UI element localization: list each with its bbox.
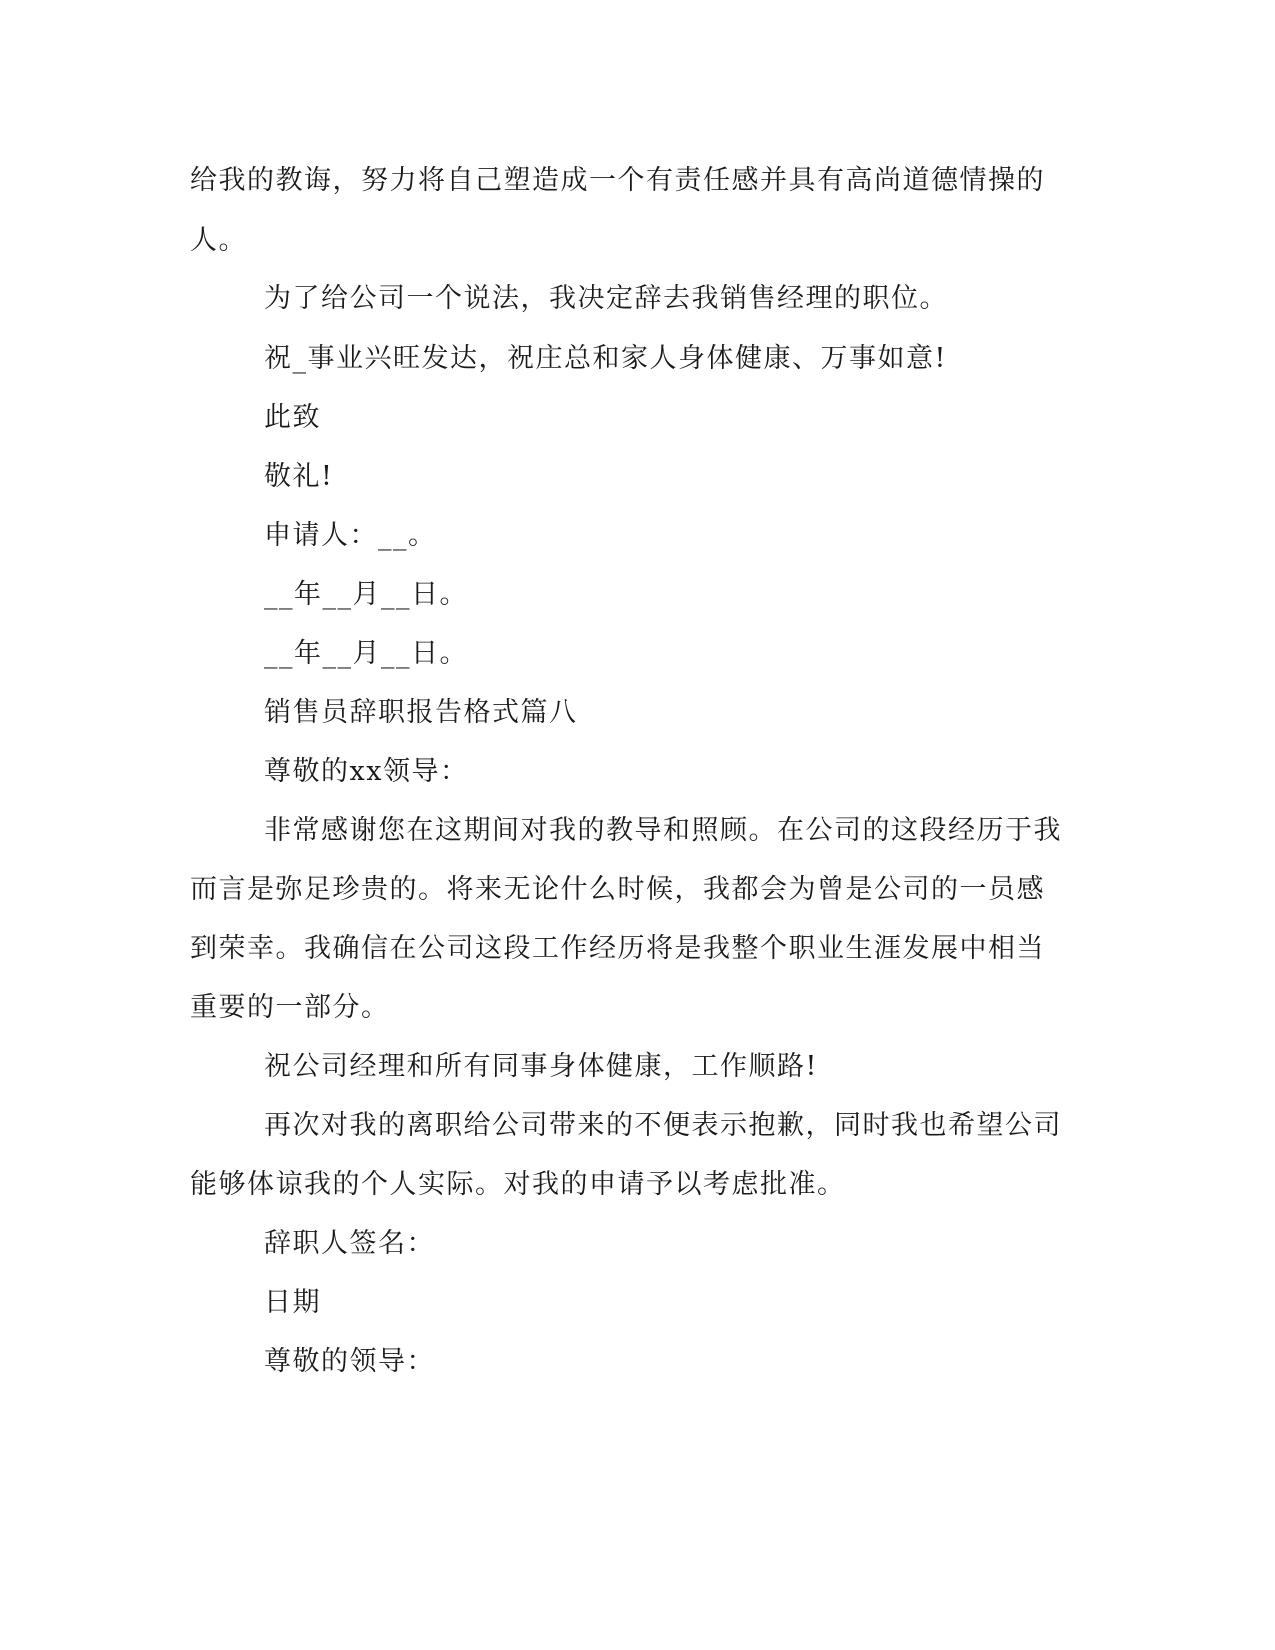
- paragraph-line: 为了给公司一个说法，我决定辞去我销售经理的职位。: [264, 283, 948, 314]
- closing-line: 敬礼!: [264, 461, 334, 492]
- date-line: __年__月__日。: [264, 638, 468, 669]
- paragraph-line: 非常感谢您在这期间对我的教导和照顾。在公司的这段经历于我: [264, 815, 1062, 846]
- paragraph-line: 而言是弥足珍贵的。将来无论什么时候，我都会为曾是公司的一员感: [190, 874, 1045, 905]
- date-line: __年__月__日。: [264, 579, 468, 610]
- paragraph-line: 能够体谅我的个人实际。对我的申请予以考虑批准。: [190, 1169, 846, 1200]
- paragraph-line: 重要的一部分。: [190, 992, 390, 1023]
- applicant-line: 申请人：__。: [264, 520, 437, 551]
- paragraph-line: 祝公司经理和所有同事身体健康，工作顺路!: [264, 1051, 818, 1082]
- date-label: 日期: [264, 1287, 321, 1318]
- paragraph-line: 祝_事业兴旺发达，祝庄总和家人身体健康、万事如意!: [264, 343, 947, 374]
- closing-line: 此致: [264, 402, 321, 433]
- paragraph-line: 人。: [190, 225, 247, 256]
- salutation-line: 尊敬的xx领导：: [264, 756, 469, 787]
- section-title: 销售员辞职报告格式篇八: [264, 697, 578, 728]
- signature-line: 辞职人签名：: [264, 1228, 435, 1259]
- paragraph-line: 给我的教诲，努力将自己塑造成一个有责任感并具有高尚道德情操的: [190, 165, 1045, 196]
- paragraph-line: 到荣幸。我确信在公司这段工作经历将是我整个职业生涯发展中相当: [190, 933, 1045, 964]
- paragraph-line: 再次对我的离职给公司带来的不便表示抱歉，同时我也希望公司: [264, 1110, 1062, 1141]
- salutation-line: 尊敬的领导：: [264, 1346, 435, 1377]
